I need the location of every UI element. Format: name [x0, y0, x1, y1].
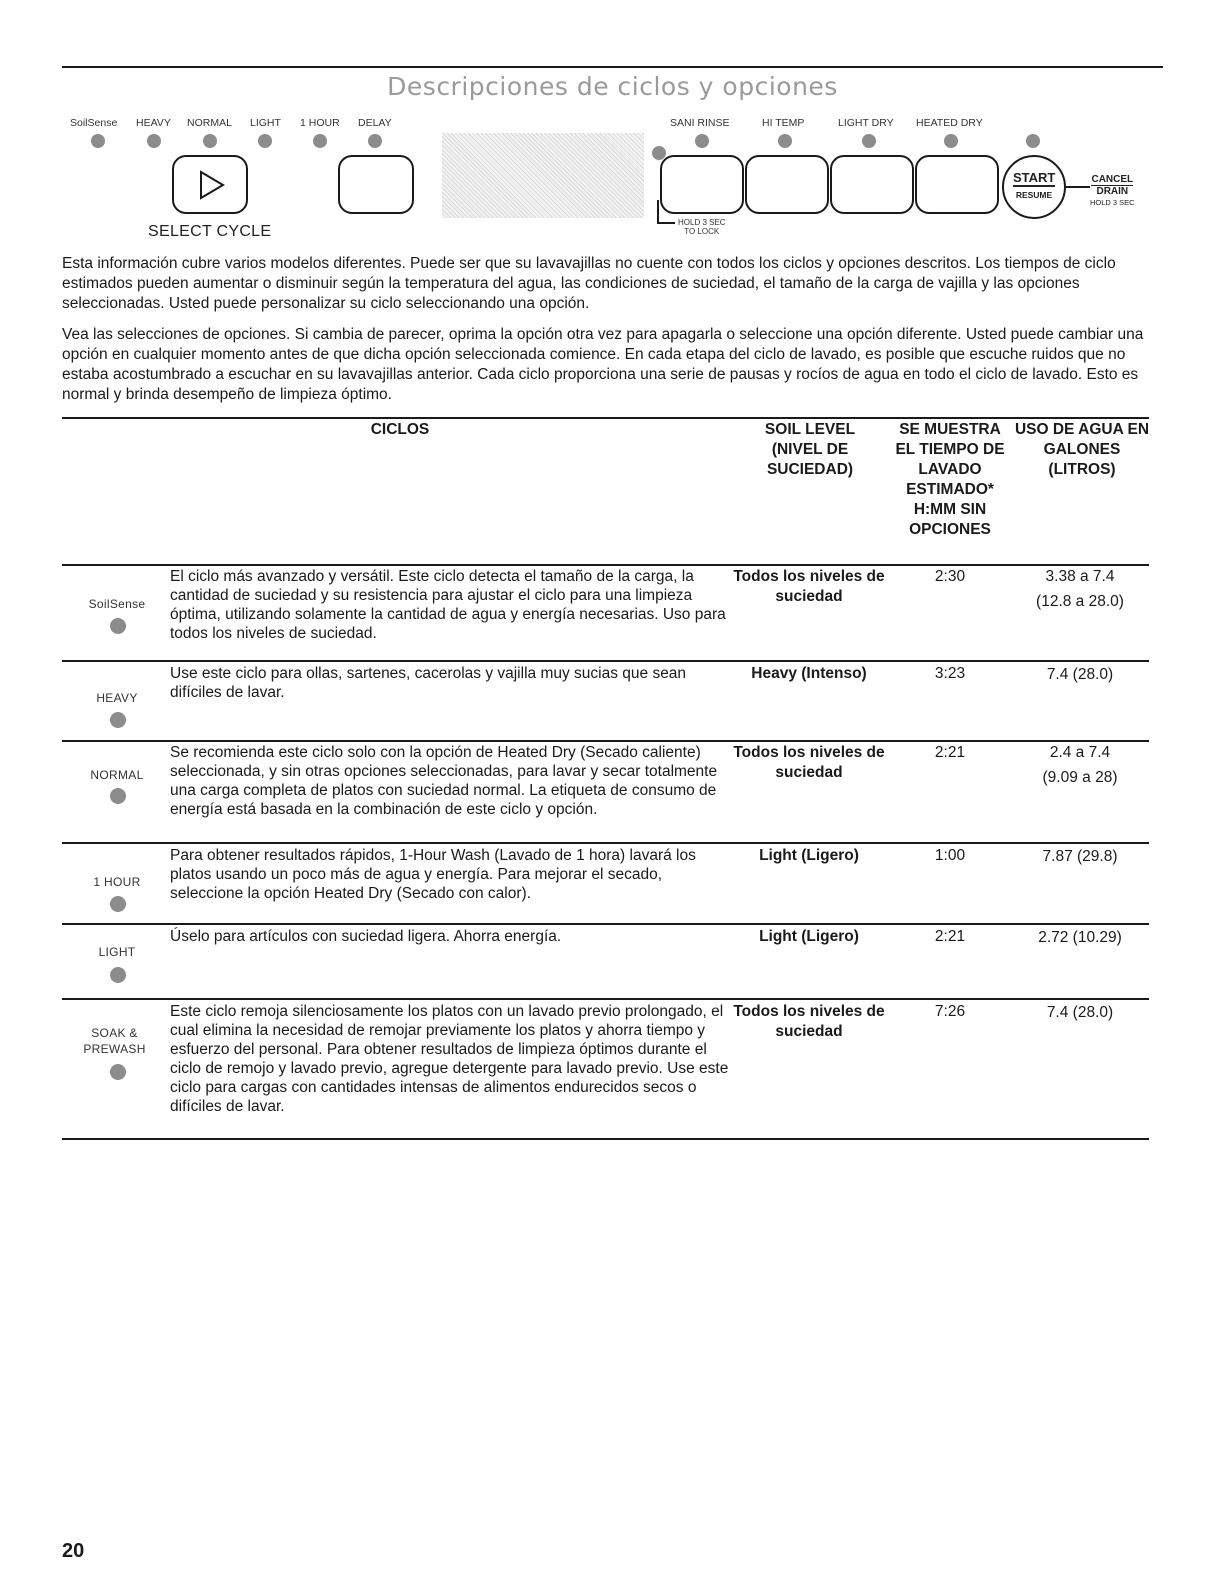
top-rule	[62, 66, 1163, 68]
soilsense-indicator-light	[91, 134, 105, 148]
panel-label-hi-temp: HI TEMP	[762, 117, 805, 129]
hold-drain-label: HOLD 3 SEC	[1090, 198, 1135, 207]
water-use-gallons: 7.4 (28.0)	[1046, 1004, 1114, 1021]
water-use-liters: (9.09 a 28)	[1042, 769, 1118, 786]
cycle-indicator-icon	[110, 967, 126, 983]
panel-display	[442, 133, 644, 218]
cycle-description: Este ciclo remoja silenciosamente los platos con un lavado previo prolongado, el cual elimina la necesidad de remojar previamente los platos y ahorra tiempo y esfuerzo del personal. Para obtener resultados de limpieza óptimos durante el ciclo de remojo y lavado previo, agregue detergente para lavado previo. Use este ciclo para cargas con cantidades intensas de alimentos endurecidos secos o difíciles de lavar.	[170, 1003, 729, 1115]
sani-rinse-button	[660, 155, 744, 214]
table-top-rule	[62, 417, 1149, 419]
page-number: 20	[62, 1540, 85, 1562]
light-indicator-light	[258, 134, 272, 148]
soil-level: Todos los niveles de suciedad	[733, 1003, 885, 1040]
cycle-indicator-icon	[110, 712, 126, 728]
water-use-gallons: 2.72 (10.29)	[1038, 929, 1122, 946]
panel-label-light-dry: LIGHT DRY	[838, 117, 894, 129]
row-rule	[62, 998, 1149, 1000]
cycle-description: El ciclo más avanzado y versátil. Este ciclo detecta el tamaño de la carga, la cantidad de suciedad y su resistencia para ajustar el ciclo para una limpieza óptima, utilizando solamente la cantidad de agua y energía necesarias. Uso para todos los niveles de suciedad.	[170, 568, 726, 642]
panel-label-normal: NORMAL	[187, 117, 232, 129]
water-use	[1010, 662, 1150, 687]
cycle-description: Úselo para artículos con suciedad ligera. Ahorra energía.	[170, 928, 562, 945]
row-rule	[62, 564, 1149, 566]
start-label: START	[1013, 170, 1056, 185]
lock-callout-line-horizontal	[657, 222, 675, 224]
cycle-description: Para obtener resultados rápidos, 1-Hour Wash (Lavado de 1 hora) lavará los platos usando un poco más de agua y energía. Para mejorar el secado, seleccione la opción Heated Dry (Secado con calor).	[170, 847, 696, 902]
header-soil-level: SOIL LEVEL (NIVEL DE SUCIEDAD)	[764, 421, 856, 478]
row-rule	[62, 842, 1149, 844]
cycle-name: LIGHT	[98, 945, 136, 959]
water-use-liters: (12.8 a 28.0)	[1036, 593, 1124, 610]
normal-indicator-light	[203, 134, 217, 148]
header-water-use: USO DE AGUA EN GALONES (LITROS)	[1014, 421, 1150, 478]
water-use	[1010, 564, 1150, 614]
water-use-gallons: 7.87 (29.8)	[1042, 848, 1118, 865]
cycle-description: Use este ciclo para ollas, sartenes, cacerolas y vajilla muy sucias que sean difíciles de lavar.	[170, 665, 687, 701]
sani-rinse-indicator-light	[695, 134, 709, 148]
panel-label-sani-rinse: SANI RINSE	[670, 117, 730, 129]
cycle-name: SoilSense	[88, 597, 146, 611]
play-triangle-icon	[174, 157, 246, 212]
water-use	[1010, 844, 1150, 869]
table-bottom-rule	[62, 1138, 1149, 1140]
panel-label-1hour: 1 HOUR	[300, 117, 340, 129]
select-cycle-button	[172, 155, 248, 214]
cycle-indicator-icon	[110, 896, 126, 912]
heavy-indicator-light	[147, 134, 161, 148]
hi-temp-button	[745, 155, 829, 214]
estimated-time: 1:00	[934, 847, 966, 864]
water-use	[1010, 740, 1150, 790]
cycle-name: 1 HOUR	[93, 875, 141, 889]
water-use-gallons: 2.4 a 7.4	[1049, 744, 1111, 761]
cycle-description: Se recomienda este ciclo solo con la opción de Heated Dry (Secado caliente) seleccionada, y sin otras opciones seleccionadas, para lavar y secar totalmente una carga completa de platos con suciedad normal. La etiqueta de consumo de energía está basada en la combinación de este ciclo y opción.	[170, 744, 718, 818]
panel-label-soilsense: SoilSense	[70, 117, 118, 129]
hold-to-lock-line-1: HOLD 3 SEC	[678, 218, 726, 227]
heated-dry-button	[915, 155, 999, 214]
drain-label: DRAIN	[1096, 186, 1129, 197]
cycle-indicator-icon	[110, 1064, 126, 1080]
header-estimated-time: SE MUESTRA EL TIEMPO DE LAVADO ESTIMADO* H:MM SIN OPCIONES	[895, 421, 1005, 538]
hi-temp-indicator-light	[778, 134, 792, 148]
cancel-label: CANCEL	[1091, 174, 1134, 185]
heated-dry-indicator-light	[944, 134, 958, 148]
hold-to-lock-line-2: TO LOCK	[684, 227, 720, 236]
delay-button	[338, 155, 414, 214]
water-use	[1010, 1000, 1150, 1025]
soil-level: Light (Ligero)	[759, 928, 859, 945]
delay-indicator-light	[368, 134, 382, 148]
start-resume-button	[1002, 155, 1066, 219]
panel-label-light: LIGHT	[250, 117, 281, 129]
row-rule	[62, 923, 1149, 925]
estimated-time: 3:23	[934, 665, 966, 682]
water-use-gallons: 7.4 (28.0)	[1046, 666, 1114, 683]
panel-label-heated-dry: HEATED DRY	[916, 117, 983, 129]
page-title: Descripciones de ciclos y opciones	[387, 72, 838, 101]
estimated-time: 2:21	[934, 744, 966, 761]
select-cycle-label: SELECT CYCLE	[148, 223, 272, 240]
cancel-callout-line	[1064, 186, 1090, 188]
cycle-name: SOAK & PREWASH	[83, 1026, 146, 1056]
light-dry-button	[830, 155, 914, 214]
row-rule	[62, 740, 1149, 742]
water-use-gallons: 3.38 a 7.4	[1045, 568, 1115, 585]
estimated-time: 2:21	[934, 928, 966, 945]
soil-level: Light (Ligero)	[759, 847, 859, 864]
cycle-indicator-icon	[110, 788, 126, 804]
cycle-name: NORMAL	[90, 768, 144, 782]
soil-level: Todos los niveles de suciedad	[733, 744, 885, 781]
cycle-name: HEAVY	[96, 691, 138, 705]
1hour-indicator-light	[313, 134, 327, 148]
cycle-indicator-icon	[110, 618, 126, 634]
light-dry-indicator-light	[862, 134, 876, 148]
intro-paragraph-1: Esta información cubre varios modelos diferentes. Puede ser que su lavavajillas no cuente con todos los ciclos y opciones descritos. Los tiempos de ciclo estimados pueden aumentar o disminuir según la temperatura del agua, las condiciones de suciedad, el tamaño de la carga de vajilla y las opciones seleccionadas. Usted puede personalizar su ciclo seleccionando una opción.	[62, 255, 1116, 312]
resume-label: RESUME	[1015, 190, 1053, 200]
panel-label-heavy: HEAVY	[136, 117, 171, 129]
panel-label-delay: DELAY	[358, 117, 392, 129]
cancel-drain-label	[1090, 174, 1135, 208]
header-cycles: CICLOS	[370, 421, 430, 438]
intro-paragraph-2: Vea las selecciones de opciones. Si cambia de parecer, oprima la opción otra vez para apagarla o seleccione una opción diferente. Usted puede cambiar una opción en cualquier momento antes de que dicha opción seleccionada comience. En cada etapa del ciclo de lavado, es posible que escuche ruidos que no estaba acostumbrado a escuchar en su lavavajillas anterior. Cada ciclo proporciona una serie de pausas y rocíos de agua en todo el ciclo de lavado. Esto es normal y brinda desempeño de limpieza óptimo.	[62, 326, 1144, 403]
estimated-time: 2:30	[934, 568, 966, 585]
soil-level: Heavy (Intenso)	[751, 665, 867, 682]
hold-to-lock-label	[678, 218, 726, 236]
start-indicator-light	[1026, 134, 1040, 148]
row-rule	[62, 660, 1149, 662]
lock-callout-line	[657, 200, 659, 224]
water-use	[1010, 925, 1150, 950]
soil-level: Todos los niveles de suciedad	[733, 568, 885, 605]
estimated-time: 7:26	[934, 1003, 966, 1020]
